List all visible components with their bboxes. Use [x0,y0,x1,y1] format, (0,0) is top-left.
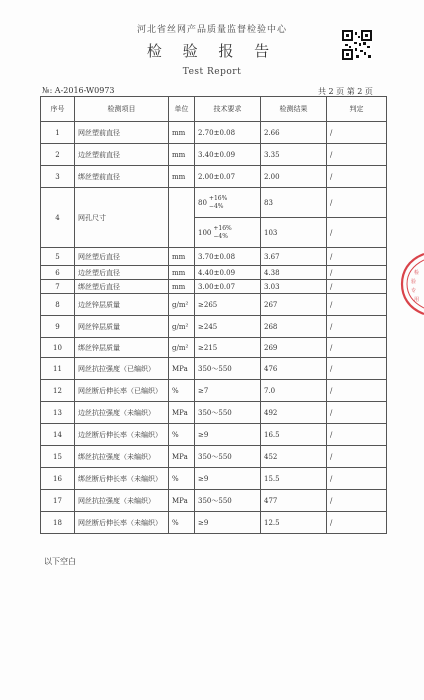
cell-judgement: / [327,424,387,446]
nominal-value: 100 [198,228,212,237]
cell-seq: 14 [41,424,75,446]
cell-item: 网孔尺寸 [75,188,169,248]
report-title: 检 验 报 告 [146,42,278,60]
cell-requirement [195,188,261,218]
tolerance-minus: −4% [213,232,228,240]
cell-judgement: / [327,468,387,490]
table-row [41,358,387,380]
tolerance-minus: −4% [208,202,224,210]
cell-result: 492 [261,402,327,424]
table-row [41,380,387,402]
cell-result: 103 [261,218,327,248]
cell-requirement: ≥9 [195,512,261,534]
cell-item: 绑丝抗拉强度（未编织） [75,446,169,468]
cell-result: 2.00 [261,166,327,188]
cell-item: 绑丝断后伸长率（未编织） [75,468,169,490]
cell-item: 边丝断后伸长率（未编织） [75,424,169,446]
cell-seq: 13 [41,402,75,424]
table-row [41,490,387,512]
cell-judgement: / [327,490,387,512]
cell-unit: % [169,424,195,446]
cell-seq: 9 [41,316,75,338]
cell-unit: mm [169,144,195,166]
cell-requirement: ≥245 [195,316,261,338]
cell-result: 477 [261,490,327,512]
test-results-table [40,96,387,534]
table-row [41,424,387,446]
nominal-value: 80 [198,198,207,207]
cell-item: 网丝锌层质量 [75,316,169,338]
table-row [41,280,387,294]
remark-text: 以下空白 [44,557,76,566]
cell-result: 7.0 [261,380,327,402]
cell-unit: MPa [169,358,195,380]
cell-result: 4.38 [261,266,327,280]
cell-requirement: 3.70±0.08 [195,248,261,266]
column-header: 检测结果 [261,97,327,122]
table-row [41,188,387,218]
table-row [41,122,387,144]
cell-unit: % [169,380,195,402]
cell-judgement: / [327,358,387,380]
cell-unit: % [169,468,195,490]
cell-seq: 1 [41,122,75,144]
cell-judgement: / [327,280,387,294]
tolerance-range [198,195,227,211]
cell-judgement: / [327,294,387,316]
cell-result: 3.03 [261,280,327,294]
cell-requirement: 350～550 [195,490,261,512]
column-header: 技术要求 [195,97,261,122]
cell-requirement: 3.40±0.09 [195,144,261,166]
cell-requirement: ≥265 [195,294,261,316]
table-row [41,294,387,316]
column-header: 检测项目 [75,97,169,122]
cell-item: 边丝塑后直径 [75,266,169,280]
cell-judgement: / [327,402,387,424]
cell-item: 网丝断后伸长率（未编织） [75,512,169,534]
cell-judgement: / [327,166,387,188]
cell-judgement: / [327,512,387,534]
cell-requirement: ≥9 [195,424,261,446]
cell-judgement: / [327,122,387,144]
cell-requirement: ≥7 [195,380,261,402]
cell-result: 476 [261,358,327,380]
cell-unit: g/m² [169,294,195,316]
cell-judgement: / [327,380,387,402]
cell-result: 3.35 [261,144,327,166]
cell-seq: 12 [41,380,75,402]
tolerance [213,225,231,241]
report-subtitle: Test Report [182,67,242,77]
cell-result: 83 [261,188,327,218]
cell-result: 2.66 [261,122,327,144]
cell-requirement [195,218,261,248]
table-header-row [41,97,387,122]
table-row [41,166,387,188]
tolerance-range [198,225,232,241]
cell-item: 边丝塑前直径 [75,144,169,166]
cell-requirement: 350～550 [195,358,261,380]
column-header: 单位 [169,97,195,122]
cell-requirement: 3.00±0.07 [195,280,261,294]
cell-unit: MPa [169,402,195,424]
cell-seq: 16 [41,468,75,490]
cell-requirement: ≥9 [195,468,261,490]
cell-seq: 7 [41,280,75,294]
cell-requirement: 2.00±0.07 [195,166,261,188]
cell-item: 网丝塑后直径 [75,248,169,266]
organization-name: 河北省丝网产品质量监督检验中心 [136,25,287,35]
table-row [41,338,387,358]
tolerance [209,195,227,211]
table-row [41,266,387,280]
cell-requirement: 2.70±0.08 [195,122,261,144]
cell-judgement: / [327,266,387,280]
table-row [41,468,387,490]
cell-requirement: 4.40±0.09 [195,266,261,280]
svg-text:专: 专 [411,288,417,294]
cell-unit: MPa [169,490,195,512]
cell-item: 网丝抗拉强度（未编织） [75,490,169,512]
cell-result: 269 [261,338,327,358]
cell-item: 边丝抗拉强度（未编织） [75,402,169,424]
cell-seq: 4 [41,188,75,248]
table-row [41,248,387,266]
cell-seq: 17 [41,490,75,512]
cell-item: 网丝断后伸长率（已编织） [75,380,169,402]
table-row [41,512,387,534]
cell-requirement: ≥215 [195,338,261,358]
cell-unit: mm [169,266,195,280]
cell-seq: 15 [41,446,75,468]
cell-item: 绑丝塑前直径 [75,166,169,188]
cell-judgement: / [327,188,387,218]
cell-result: 3.67 [261,248,327,266]
cell-judgement: / [327,446,387,468]
cell-unit: mm [169,166,195,188]
column-header: 序号 [41,97,75,122]
svg-text:检: 检 [414,270,420,276]
cell-item: 网丝塑前直径 [75,122,169,144]
inspection-seal-stamp [400,252,424,316]
table-row [41,446,387,468]
cell-unit: % [169,512,195,534]
cell-item: 网丝抗拉强度（已编织） [75,358,169,380]
cell-seq: 11 [41,358,75,380]
cell-unit: g/m² [169,338,195,358]
cell-seq: 10 [41,338,75,358]
cell-result: 12.5 [261,512,327,534]
report-number: №: A-2016-W0973 [42,86,115,95]
tolerance-plus: +16% [213,224,232,232]
table-row [41,402,387,424]
cell-seq: 2 [41,144,75,166]
tolerance-plus: +16% [208,194,228,202]
cell-unit: mm [169,122,195,144]
cell-seq: 5 [41,248,75,266]
cell-result: 15.5 [261,468,327,490]
cell-requirement: 350～550 [195,446,261,468]
cell-result: 267 [261,294,327,316]
cell-judgement: / [327,248,387,266]
table-row [41,316,387,338]
cell-unit: g/m² [169,316,195,338]
cell-judgement: / [327,338,387,358]
cell-result: 452 [261,446,327,468]
column-header: 判定 [327,97,387,122]
cell-item: 边丝锌层质量 [75,294,169,316]
cell-result: 268 [261,316,327,338]
cell-judgement: / [327,316,387,338]
cell-item: 绑丝锌层质量 [75,338,169,358]
cell-seq: 6 [41,266,75,280]
cell-item: 绑丝塑后直径 [75,280,169,294]
page-indicator: 共 2 页 第 2 页 [318,87,373,96]
cell-unit: mm [169,280,195,294]
cell-judgement: / [327,144,387,166]
cell-unit: mm [169,248,195,266]
cell-judgement: / [327,218,387,248]
cell-seq: 18 [41,512,75,534]
cell-seq: 3 [41,166,75,188]
svg-text:用: 用 [414,297,420,303]
cell-result: 16.5 [261,424,327,446]
cell-seq: 8 [41,294,75,316]
svg-text:验: 验 [411,279,417,285]
cell-unit: MPa [169,446,195,468]
table-body [41,122,387,534]
table-row [41,144,387,166]
cell-requirement: 350～550 [195,402,261,424]
cell-unit [169,188,195,248]
